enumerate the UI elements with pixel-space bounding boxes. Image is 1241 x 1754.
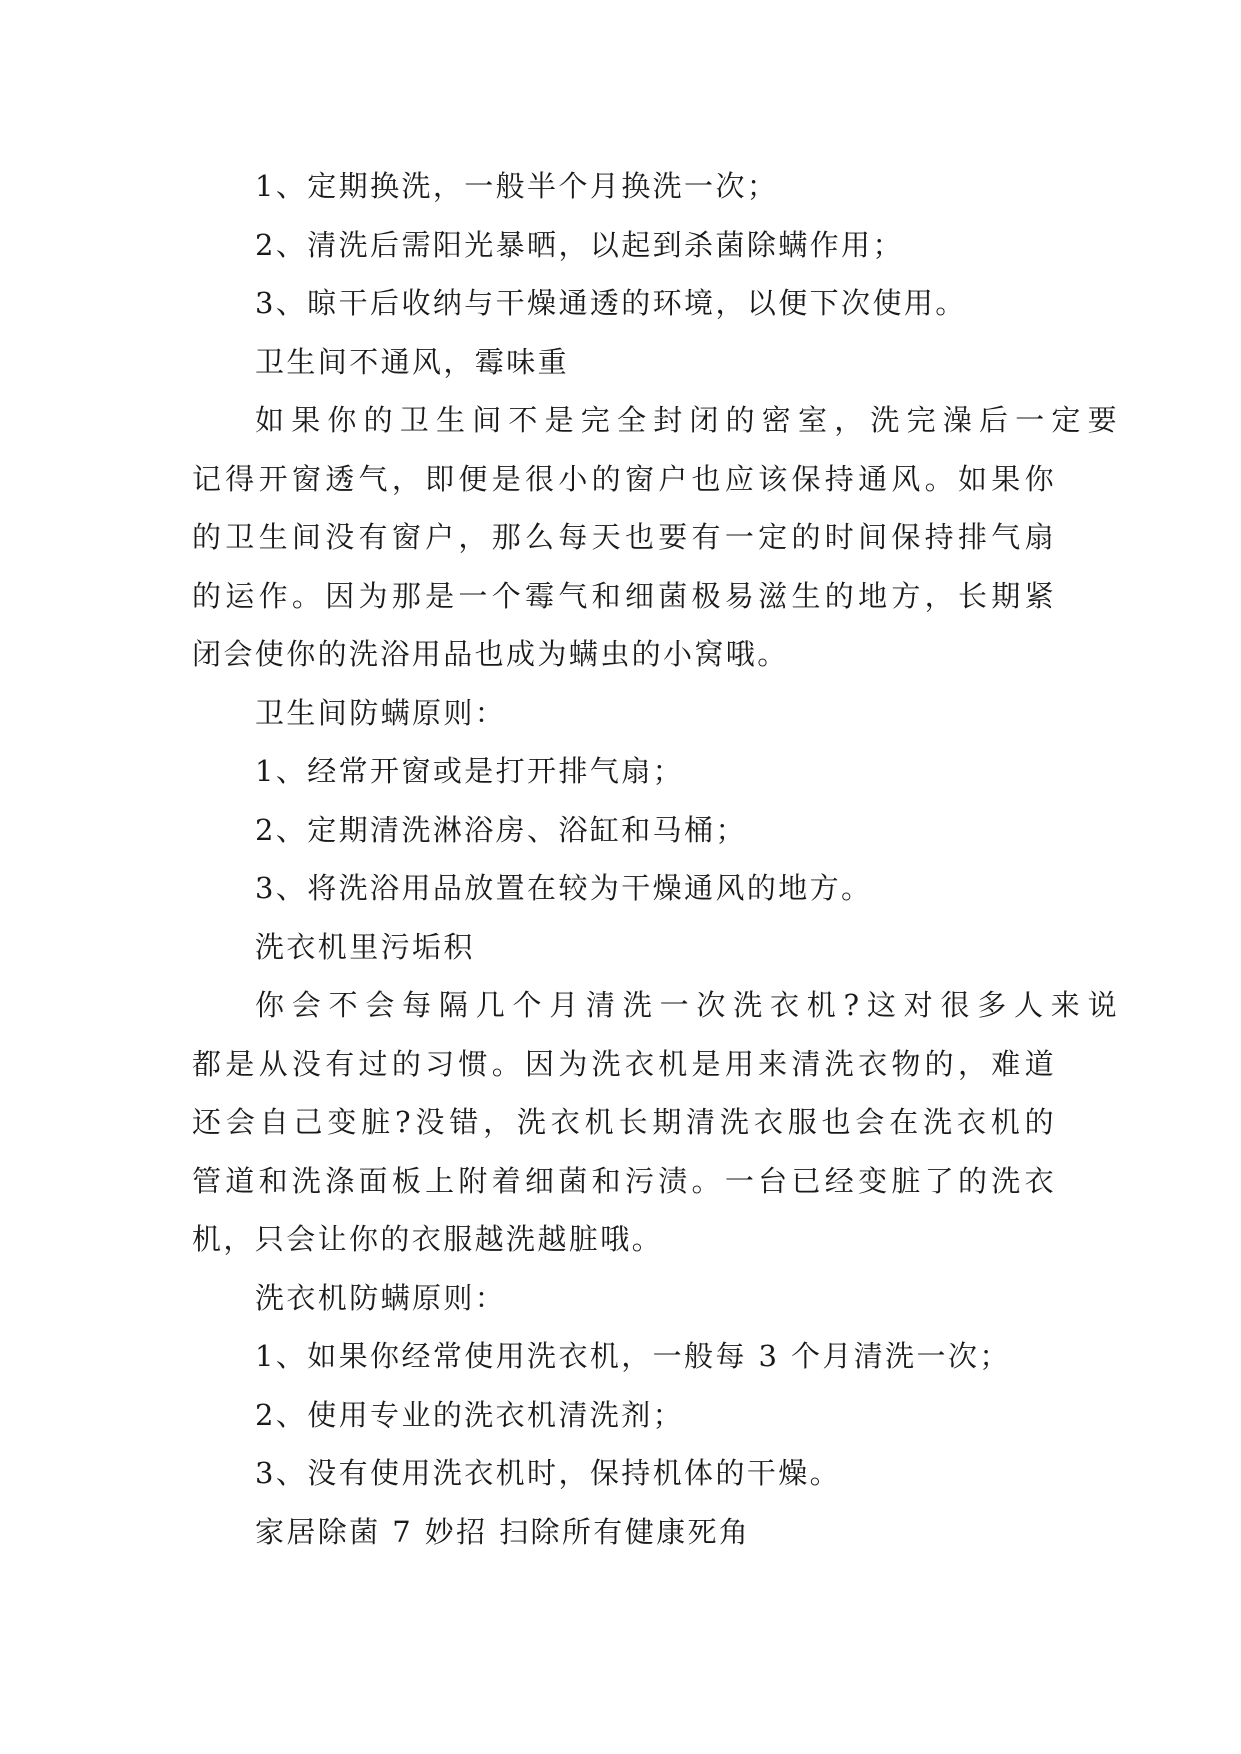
section-heading: 洗衣机防螨原则：	[255, 1280, 507, 1315]
paragraph-line: 机，只会让你的衣服越洗越脏哦。	[192, 1222, 664, 1256]
paragraph-line: 如果你的卫生间不是完全封闭的密室，洗完澡后一定要	[255, 403, 1119, 437]
paragraph-line: 闭会使你的洗浴用品也成为螨虫的小窝哦。	[192, 637, 789, 671]
section-heading: 洗衣机里污垢积	[255, 929, 475, 964]
document-body	[192, 157, 1119, 1561]
paragraph-line: 都是从没有过的习惯。因为洗衣机是用来清洗衣物的，难道	[192, 1046, 1056, 1081]
paragraph-line: 的卫生间没有窗户，那么每天也要有一定的时间保持排气扇	[192, 520, 1056, 554]
list-item: 1、定期换洗，一般半个月换洗一次；	[255, 169, 779, 203]
paragraph-line: 的运作。因为那是一个霉气和细菌极易滋生的地方，长期紧	[192, 578, 1056, 613]
paragraph-line: 你会不会每隔几个月清洗一次洗衣机?这对很多人来说	[255, 988, 1119, 1022]
section-heading: 卫生间不通风，霉味重	[255, 344, 570, 379]
list-item: 3、将洗浴用品放置在较为干燥通风的地方。	[255, 871, 873, 905]
list-item: 1、经常开窗或是打开排气扇；	[255, 754, 685, 788]
list-item: 1、如果你经常使用洗衣机，一般每 3 个月清洗一次；	[255, 1339, 1011, 1373]
section-heading: 卫生间防螨原则：	[255, 695, 507, 730]
list-item: 2、定期清洗淋浴房、浴缸和马桶；	[255, 812, 747, 847]
list-item: 3、晾干后收纳与干燥通透的环境，以便下次使用。	[255, 286, 967, 320]
paragraph-line: 记得开窗透气，即便是很小的窗户也应该保持通风。如果你	[192, 461, 1056, 496]
list-item: 2、使用专业的洗衣机清洗剂；	[255, 1397, 685, 1432]
paragraph-line: 管道和洗涤面板上附着细菌和污渍。一台已经变脏了的洗衣	[192, 1163, 1056, 1198]
paragraph-line: 还会自己变脏?没错，洗衣机长期清洗衣服也会在洗衣机的	[192, 1105, 1056, 1139]
section-heading: 家居除菌 7 妙招 扫除所有健康死角	[255, 1514, 751, 1549]
list-item: 2、清洗后需阳光暴晒，以起到杀菌除螨作用；	[255, 227, 904, 262]
list-item: 3、没有使用洗衣机时，保持机体的干燥。	[255, 1456, 842, 1490]
